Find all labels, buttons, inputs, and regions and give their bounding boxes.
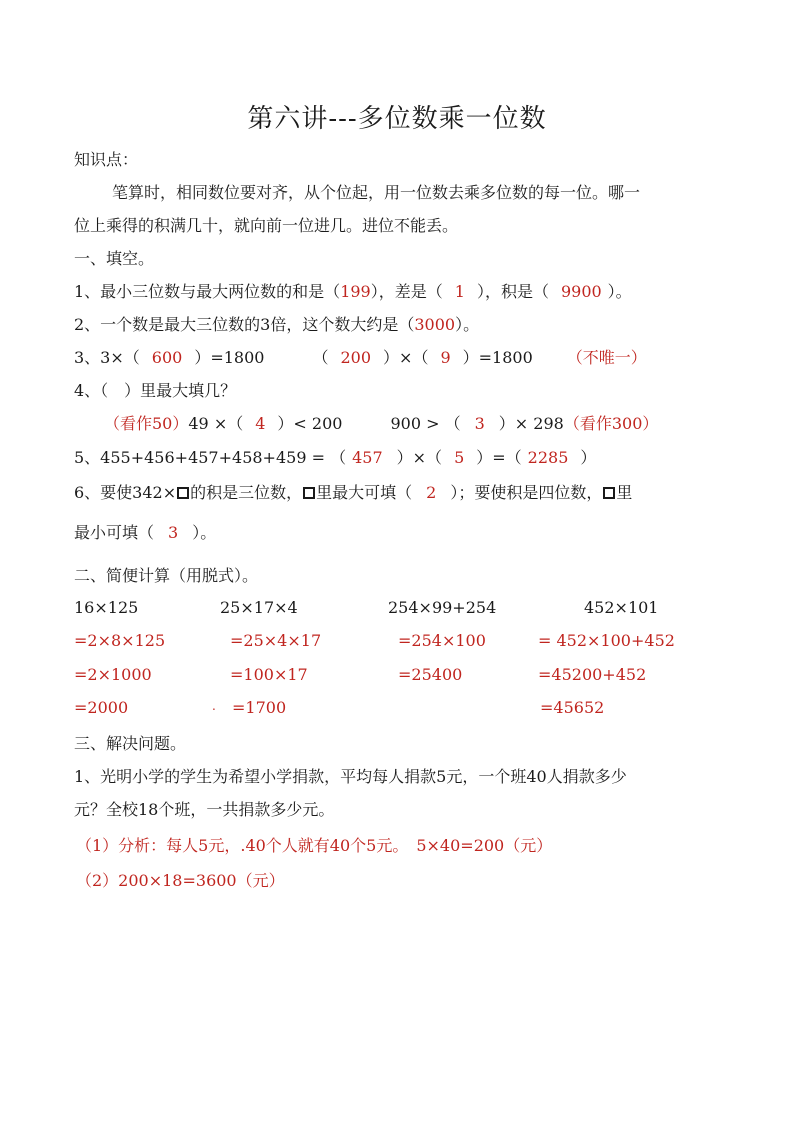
section-3-answer-line-1: （1）分析：每人5元，.40个人就有40个5元。 5×40=200（元） [76, 836, 553, 855]
q3-text-e: ）=1800 [462, 348, 533, 367]
q6-answer-2: 3 [168, 523, 179, 542]
q3-text-d: ）×（ [383, 348, 429, 367]
q1-answer-2: 1 [454, 282, 465, 301]
calc-2-step-1: =25×4×17 [230, 631, 322, 650]
question-5 [74, 448, 596, 468]
calc-1-step-3: =2000 [74, 698, 129, 717]
calc-2-step-3: =1700 [232, 698, 287, 717]
q3-answer-2: 200 [340, 348, 372, 367]
q4-hint-2: （看作300） [563, 414, 659, 433]
q5-answer-1: 457 [352, 448, 383, 467]
q1-text-d: ）。 [607, 282, 632, 301]
question-1 [74, 282, 632, 302]
q3-answer-1: 600 [151, 348, 183, 367]
q5-text-b: ）×（ [396, 448, 443, 467]
q6-text-a: 6、要使342× [74, 483, 177, 502]
q5-text-c: ）=（ [476, 448, 522, 467]
section-1-heading: 一、填空。 [74, 249, 155, 268]
q6-text-g: ）。 [192, 523, 217, 542]
blank-box-icon [177, 487, 189, 499]
calc-4-step-3: =45652 [540, 698, 605, 717]
q4-text-a: 49 ×（ [188, 414, 244, 433]
section-3-question-line-2: 元？全校18个班，一共捐款多少元。 [74, 800, 335, 819]
q1-text-a: 1、最小三位数与最大两位数的和是（ [74, 282, 341, 301]
knowledge-line-2: 位上乘得的积满几十，就向前一位进几。进位不能丢。 [74, 216, 459, 235]
q6-text-d: ）；要使积是四位数， [450, 483, 603, 502]
q5-answer-2: 5 [454, 448, 465, 467]
q3-text-c: （ [312, 348, 329, 367]
q4-answer-1: 4 [255, 414, 266, 433]
q6-text-c: 里最大可填（ [316, 483, 413, 502]
q5-answer-3: 2285 [527, 448, 569, 467]
q4-text-c: 900 > （ [390, 414, 461, 433]
stray-dot: . [212, 699, 216, 713]
q1-text-b: ），差是（ [370, 282, 443, 301]
calc-3-step-1: =254×100 [398, 631, 486, 650]
page-title: 第六讲---多位数乘一位数 [247, 104, 547, 134]
q1-answer-1: 199 [340, 282, 371, 301]
section-3-question-line-1: 1、光明小学的学生为希望小学捐款，平均每人捐款5元，一个班40人捐款多少 [74, 767, 627, 786]
calc-3-problem: 254×99+254 [388, 598, 497, 617]
calc-2-problem: 25×17×4 [220, 598, 298, 617]
calc-4-problem: 452×101 [584, 598, 659, 617]
q4-text-d: ）× 298 [498, 414, 564, 433]
question-2 [74, 315, 479, 335]
question-6 [74, 483, 632, 503]
calc-1-step-2: =2×1000 [74, 665, 152, 684]
q4-hint-1: （看作50） [104, 414, 189, 433]
question-4-line-2 [104, 414, 658, 434]
question-4: 4、（ ）里最大填几？ [74, 381, 237, 400]
q6-text-b: 的积是三位数， [190, 483, 303, 502]
knowledge-heading: 知识点： [74, 150, 139, 169]
q4-text-b: ）< 200 [277, 414, 343, 433]
q3-note: （不唯一） [566, 348, 647, 367]
q6-answer-1: 2 [426, 483, 437, 502]
section-2-heading: 二、简便计算（用脱式）。 [74, 566, 259, 585]
q6-text-f: 最小可填（ [74, 523, 155, 542]
q2-answer-1: 3000 [414, 315, 456, 334]
q3-text-a: 3、3×（ [74, 348, 140, 367]
q6-text-e: 里 [616, 483, 633, 502]
calc-4-step-1: = 452×100+452 [538, 631, 675, 650]
q1-text-c: ），积是（ [476, 282, 549, 301]
calc-2-step-2: =100×17 [230, 665, 308, 684]
blank-box-icon [303, 487, 315, 499]
q4-answer-2: 3 [474, 414, 485, 433]
question-6-line-2 [74, 523, 216, 543]
section-3-answer-line-2: （2）200×18=3600（元） [76, 871, 285, 890]
blank-box-icon [603, 487, 615, 499]
q3-answer-3: 9 [440, 348, 451, 367]
q5-text-a: 5、455+456+457+458+459 = （ [74, 448, 347, 467]
q5-text-d: ） [580, 448, 597, 467]
q3-text-b: ）=1800 [194, 348, 265, 367]
q2-text-a: 2、一个数是最大三位数的3倍，这个数大约是（ [74, 315, 415, 334]
q2-text-b: ）。 [455, 315, 480, 334]
question-3 [74, 348, 647, 368]
q1-answer-3: 9900 [560, 282, 602, 301]
knowledge-line-1: 笔算时，相同数位要对齐，从个位起，用一位数去乘多位数的每一位。哪一 [112, 183, 641, 202]
calc-3-step-2: =25400 [398, 665, 463, 684]
calc-4-step-2: =45200+452 [538, 665, 647, 684]
calc-1-problem: 16×125 [74, 598, 139, 617]
calc-1-step-1: =2×8×125 [74, 631, 166, 650]
section-3-heading: 三、解决问题。 [74, 734, 187, 753]
